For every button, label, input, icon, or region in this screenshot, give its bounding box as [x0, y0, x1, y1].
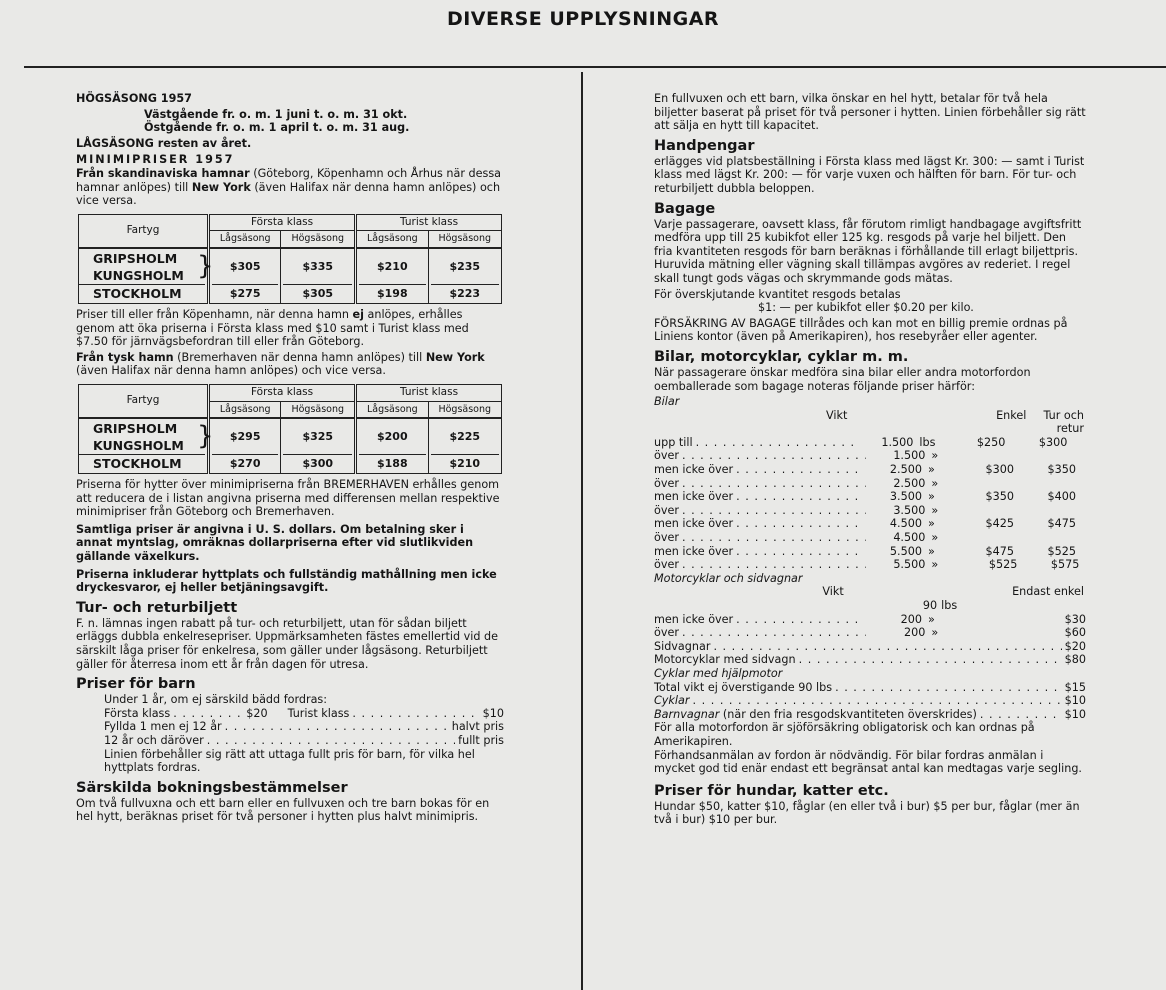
cars-sub: Bilar [654, 395, 680, 409]
th-ship: Fartyg [79, 384, 209, 418]
vehicle-note-2: Förhandsanmälan av fordon är nödvändig. För bilar fordras anmälan i mycket god tid enär endast ett begränsat antal kan medtagas varje segling. [654, 748, 1082, 776]
child-row: Fyllda 1 men ej 12 år . . . halvt pris [104, 720, 504, 734]
page-title: DIVERSE UPPLYSNINGAR [446, 8, 720, 30]
sidecar-row: Sidvagnar . . . $20 [654, 640, 1086, 654]
left-column [76, 92, 504, 824]
deposit-heading: Handpengar [654, 137, 755, 154]
th-first: Första klass [209, 214, 356, 231]
cabin-note: Priserna för hytter över minimipriserna från BREMERHAVEN erhålles genom att reducera de i listan angivna priserna med differensen mellan respektive minimipriser från Göteborg och Bremerhaven. [76, 478, 500, 519]
col-weight: Vikt [822, 585, 844, 599]
insurance-text: FÖRSÄKRING AV BAGAGE tillrådes och kan mot en billig premie ordnas på Liniens kontor (även på Amerikapiren), hos resebyråer eller agenter. [654, 316, 1068, 344]
child-under: Under 1 år, om ej särskild bädd fordras: [104, 693, 328, 707]
season-low: LÅGSÄSONG resten av året. [76, 136, 252, 150]
cars-heading: Bilar, motorcyklar, cyklar m. m. [654, 348, 909, 365]
bike-motor-row: Total vikt ej överstigande 90 lbs . . . $15 [654, 681, 1086, 695]
column-divider [581, 72, 583, 990]
th-low: Lågsäsong [209, 401, 281, 418]
th-high: Högsäsong [428, 401, 501, 418]
ship-kungsholm: KUNGSHOLM [93, 267, 184, 283]
fare-cell: $235 $223 [428, 248, 501, 304]
car-row: över . . . 5.500 » $525 $575 [654, 558, 1086, 572]
cars-intro: När passagerare önskar medföra sina bilar eller andra motorfordon oemballerade som bagage noteras följande priser härför: [654, 365, 1031, 393]
car-row: över . . . 4.500 » [654, 531, 1086, 545]
fare-cell: $200 $188 [356, 418, 428, 474]
fare-cell: $335 $305 [281, 248, 356, 304]
th-tourist: Turist klass [356, 214, 502, 231]
booking-text: Om två fullvuxna och ett barn eller en fullvuxen och tre barn bokas för en hel hytt, beräknas priset för två personer i hytten plus halvt minimipris. [76, 796, 490, 824]
cabin-text: En fullvuxen och ett barn, vilka önskar en hel hytt, betalar för två hela biljetter baserat på priset för två personer i hytten. Linien förbehåller sig rätt att sälja en hytt till kapacitet. [654, 92, 1086, 133]
cars-rows [654, 436, 1086, 572]
car-row: men icke över . . . 3.500 » $350 $400 [654, 490, 1086, 504]
child-row: Första klass . . . $20 Turist klass . . . $10 [104, 707, 504, 721]
deposit-text: erlägges vid platsbeställning i Första klass med lägst Kr. 300: — samt i Turist klass med lägst Kr. 200: — för varje vuxen och hälften för barn. För tur- och returbiljett dubbla beloppen. [654, 154, 1085, 195]
fare-cell: $325 $300 [281, 418, 356, 474]
th-tourist: Turist klass [356, 384, 502, 401]
return-heading: Tur- och returbiljett [76, 599, 238, 616]
car-row: över . . . 2.500 » [654, 477, 1086, 491]
bike-row: Cyklar . . . $10 [654, 694, 1086, 708]
season-east: Östgående fr. o. m. 1 april t. o. m. 31 aug. [144, 121, 410, 135]
th-low: Lågsäsong [209, 231, 281, 248]
fare-cell: $295 $270 [209, 418, 281, 474]
return-text: F. n. lämnas ingen rabatt på tur- och returbiljett, utan för sådan biljett erläggs dubbla enkelresepriser. Uppmärksamheten fästes emellertid vid de särskilt låga priser för enkelresa, som gäller under lågsäsong. Returbiljett gäller för återresa inom ett år från dagen för utresa. [76, 616, 499, 671]
car-row: men icke över . . . 2.500 » $300 $350 [654, 463, 1086, 477]
cars-table [654, 409, 1084, 436]
ship-gripsholm: GRIPSHOLM [93, 421, 178, 437]
moto-table [654, 585, 1084, 612]
moto-sub: Motorcyklar och sidvagnar [654, 571, 803, 585]
right-column [654, 92, 1086, 827]
car-row: men icke över . . . 4.500 » $425 $475 [654, 517, 1086, 531]
col-single: Enkel [996, 408, 1027, 422]
pram-row: Barnvagnar (när den fria resgodskvantiteten överskrides) . . . $10 [654, 708, 1086, 722]
baggage-heading: Bagage [654, 200, 716, 217]
cph-note: Priser till eller från Köpenhamn, när denna hamn ej anlöpes, erhålles genom att öka priserna i Första klass med $10 samt i Turist klass med $7.50 för järnvägsbefordran till eller från Göteborg. [76, 307, 469, 349]
excess-price: $1: — per kubikfot eller $0.20 per kilo. [758, 301, 974, 315]
car-row: upp till . . . 1.500 lbs $250 $300 [654, 436, 1086, 450]
moto-row: men icke över . . . 200 » $30 [654, 613, 1086, 627]
th-high: Högsäsong [428, 231, 501, 248]
th-low: Lågsäsong [356, 401, 428, 418]
child-heading: Priser för barn [76, 676, 196, 693]
excess-text: För överskjutande kvantitet resgods betalas [654, 287, 901, 301]
pets-heading: Priser för hundar, katter etc. [654, 782, 889, 799]
include-note: Priserna inkluderar hyttplats och fullständig mathållning men icke dryckesvaror, ej heller betjäningsavgift. [76, 567, 497, 595]
ship-stockholm: STOCKHOLM [79, 454, 205, 472]
dollars-note: Samtliga priser är angivna i U. S. dollars. Om betalning sker i annat myntslag, omräknas dollarpriserna efter vid slutlikviden gällande växelkurs. [76, 522, 474, 564]
col-single-only: Endast enkel [1012, 585, 1084, 599]
moto-weight: 90 [922, 599, 938, 612]
child-note: Linien förbehåller sig rätt att uttaga fullt pris för barn, för vilka hel hyttplats fordras. [104, 747, 475, 775]
scand-intro: Från skandinaviska hamnar (Göteborg, Köpenhamn och Århus när dessa hamnar anlöpes) till New York (även Halifax när denna hamn anlöpes) och vice versa. [76, 166, 502, 208]
ship-kungsholm: KUNGSHOLM [93, 438, 184, 454]
fare-table-scandinavia [78, 214, 502, 304]
ship-stockholm: STOCKHOLM [79, 284, 205, 302]
car-row: över . . . 3.500 » [654, 504, 1086, 518]
th-high: Högsäsong [281, 401, 356, 418]
fare-cell: $210 $198 [356, 248, 428, 304]
german-intro: Från tysk hamn (Bremerhaven när denna hamn anlöpes) till New York (även Halifax när denna hamn anlöpes) och vice versa. [76, 350, 485, 378]
col-weight: Vikt [825, 408, 848, 422]
booking-heading: Särskilda bokningsbestämmelser [76, 779, 348, 796]
car-row: över . . . 1.500 » [654, 449, 1086, 463]
season-high: HÖGSÄSONG 1957 [76, 92, 192, 105]
car-row: men icke över . . . 5.500 » $475 $525 [654, 545, 1086, 559]
top-rule [24, 66, 1166, 68]
baggage-text: Varje passagerare, oavsett klass, får förutom rimligt handbagage avgiftsfritt medföra upp till 25 kubikfot eller 125 kg. resgods på varje hel biljett. Den fria kvantiteten resgods för barn beräknas i förhållande till erlagt biljettpris. Huruvida mätning eller vägning skall tillämpas avgöres av rederiet. I regel skall tungt gods vägas och skrymmande gods mätas. [654, 217, 1082, 285]
vehicle-note-1: För alla motorfordon är sjöförsäkring obligatorisk och kan ordnas på Amerikapiren. [654, 721, 1035, 748]
moto-row: över . . . 200 » $60 [654, 626, 1086, 640]
ship-names: GRIPSHOLM KUNGSHOLM STOCKHOLM } [79, 248, 209, 304]
fare-cell: $305 $275 [209, 248, 281, 304]
minprices-heading: MINIMIPRISER 1957 [76, 153, 235, 167]
ship-gripsholm: GRIPSHOLM [93, 250, 178, 266]
col-return: Tur och retur [1043, 408, 1084, 436]
th-low: Lågsäsong [356, 231, 428, 248]
pets-text: Hundar $50, katter $10, fåglar (en eller två i bur) $5 per bur, fåglar (mer än två i bur) $10 per bur. [654, 799, 1080, 827]
moto-sidecar-row: Motorcyklar med sidvagn . . . $80 [654, 653, 1086, 667]
th-first: Första klass [209, 384, 356, 401]
th-high: Högsäsong [281, 231, 356, 248]
fare-table-germany [78, 384, 502, 474]
bike-motor-sub: Cyklar med hjälpmotor [654, 666, 783, 680]
season-west: Västgående fr. o. m. 1 juni t. o. m. 31 okt. [144, 107, 408, 121]
fare-cell: $225 $210 [428, 418, 501, 474]
child-row: 12 år och däröver . . . fullt pris [104, 734, 504, 748]
th-ship: Fartyg [79, 214, 209, 248]
moto-unit: lbs [941, 599, 958, 612]
ship-names: GRIPSHOLM KUNGSHOLM STOCKHOLM } [79, 418, 209, 474]
moto-rows [654, 613, 1086, 640]
child-prices [76, 693, 504, 775]
